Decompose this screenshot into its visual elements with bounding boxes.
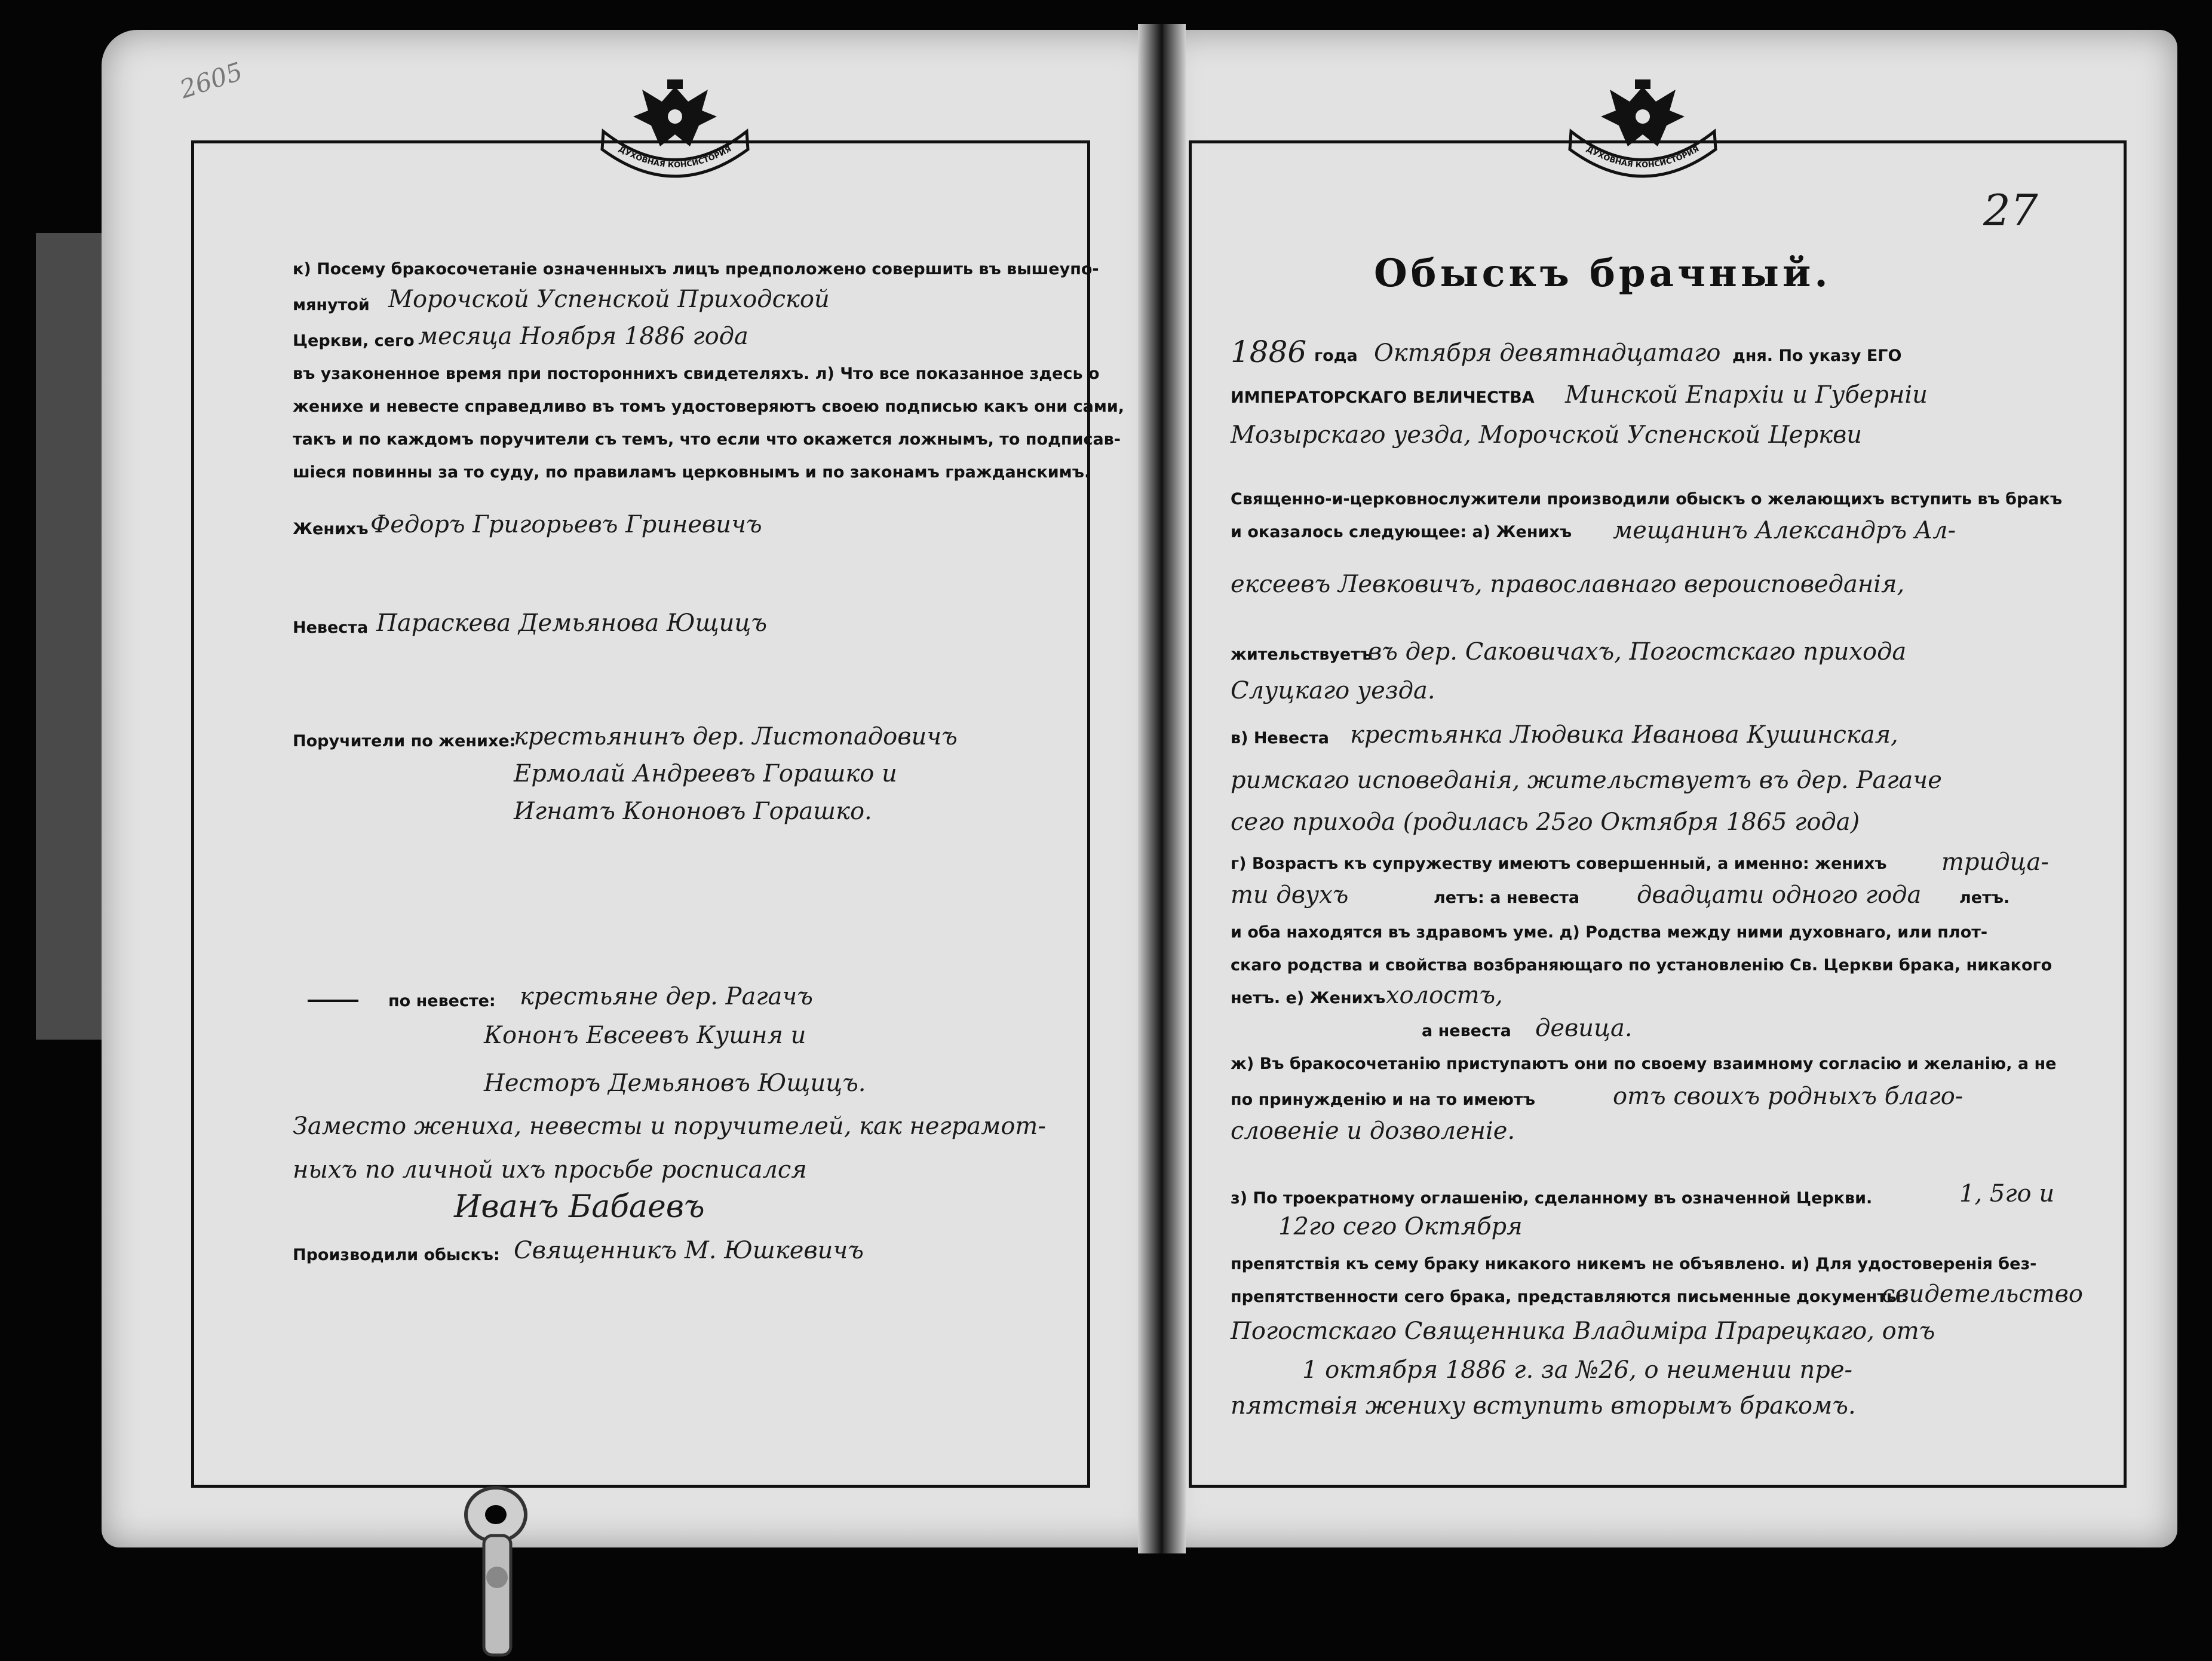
guarantor-line: такъ и по каждомъ поручители съ темъ, что если что окажется ложнымъ, то подписав- <box>293 430 1121 449</box>
years-bride-label: летъ: а невеста <box>1434 888 1580 907</box>
church-this: Церкви, сего <box>293 332 415 350</box>
illiterate-note-2: ныхъ по личной ихъ просьбе росписался <box>293 1156 807 1184</box>
diocese-name: Минской Епархiи и Губернiи <box>1565 381 1928 409</box>
groom-guarantors-label: Поручители по женихе: <box>293 732 516 750</box>
groom-signature: Федоръ Григорьевъ Гриневичъ <box>370 511 762 538</box>
years-word: летъ. <box>1959 888 2010 907</box>
bride-guarantors-label: по невесте: <box>388 992 496 1010</box>
law-line: шiеся повинны за то суду, по правиламъ церковнымъ и по законамъ гражданскимъ. <box>293 463 1091 482</box>
affinity-line: скаго родства и свойства возбраняющаго по установленiю Св. Церкви брака, никакого <box>1231 956 2053 974</box>
bride-guarantor-2: Кононъ Евсеевъ Кушня и <box>484 1022 806 1049</box>
ditto-dash <box>308 1000 358 1002</box>
document-4: пятствiя жениху вступить вторымъ бракомъ. <box>1231 1392 1856 1420</box>
illiterate-note-1: Заместо жениха, невесты и поручителей, как неграмот- <box>293 1113 1046 1140</box>
bride-info-2: сего прихода (родилась 25го Октября 1865 года) <box>1231 808 1860 836</box>
priest-signature: Священникъ М. Юшкевичъ <box>514 1237 864 1264</box>
page-title: Обыскъ брачный. <box>1374 251 1831 296</box>
year-word: года <box>1314 347 1358 365</box>
age-line: г) Возрастъ къ супружеству имеютъ совершенный, а именно: женихъ <box>1231 854 1887 873</box>
folio-number: 27 <box>1983 185 2038 235</box>
groom-guarantor-2: Ермолай Андреевъ Горашко и <box>514 760 897 787</box>
imperial-line: ИМПЕРАТОРСКАГО ВЕЛИЧЕСТВА <box>1231 388 1535 407</box>
bride-age: двадцати одного года <box>1637 881 1922 909</box>
church-name: Мозырскаго уезда, Морочской Успенской Церкви <box>1231 421 1862 449</box>
groom-age-1: тридца- <box>1941 848 2049 876</box>
record-date: Октября девятнадцатаго <box>1374 339 1721 367</box>
groom-age-2: ти двухъ <box>1231 881 1349 909</box>
impediment-line: препятствiя къ сему браку никакого никемъ не объявлено. и) Для удостоверенiя без- <box>1231 1255 2037 1273</box>
witnesses-line: въ узаконенное время при постороннихъ свидетеляхъ. л) Что все показанное здесь о <box>293 364 1100 383</box>
bride-label: в) Невеста <box>1231 729 1330 747</box>
groom-residence-2: Слуцкаго уезда. <box>1231 677 1435 704</box>
book-gutter <box>1138 24 1186 1553</box>
archive-number: 2605 <box>176 56 246 105</box>
marriage-plan-line: к) Посему бракосочетанiе означенныхъ лицъ предположено совершить въ вышеупо- <box>293 260 1099 278</box>
groom-status-label: нетъ. е) Женихъ <box>1231 989 1386 1007</box>
blessing-label: по принужденiю и на то имеютъ <box>1231 1090 1535 1109</box>
bride-guarantor-3: Несторъ Демьяновъ Ющицъ. <box>484 1069 866 1097</box>
clergy-line: Священно-и-церковнослужители производили обыскъ о желающихъ вступить въ бракъ <box>1231 490 2063 508</box>
svg-text:ДУХОВНАЯ КОНСИСТОРИЯ: ДУХОВНАЯ КОНСИСТОРИЯ <box>1584 145 1701 170</box>
church-label: мянутой <box>293 296 370 314</box>
documents-line: препятственности сего брака, представляются письменные документы: <box>1231 1288 1908 1306</box>
bride-name: крестьянка Людвика Иванова Кушинская, <box>1350 721 1898 749</box>
banns-line: з) По троекратному оглашенiю, сделанному въ означенной Церкви. <box>1231 1189 1873 1208</box>
bride-guarantor-1: крестьяне дер. Рагачъ <box>520 983 813 1010</box>
groom-label-line: и оказалось следующее: а) Женихъ <box>1231 523 1572 541</box>
left-eagle-emblem <box>591 75 759 188</box>
day-word: дня. По указу ЕГО <box>1732 347 1902 365</box>
document-1: свидетельство <box>1882 1280 2084 1308</box>
bride-info-1: римскаго исповеданiя, жительствуетъ въ дер. Рагаче <box>1231 767 1942 794</box>
kinship-line: и оба находятся въ здравомъ уме. д) Родства между ними духовнаго, или плот- <box>1231 923 1988 942</box>
searcher-label: Производили обыскъ: <box>293 1246 500 1264</box>
document-2: Погостскаго Священника Владимiра Прарецкаго, отъ <box>1231 1317 1935 1345</box>
bride-signature: Параскева Демьянова Ющицъ <box>376 609 767 637</box>
groom-guarantor-3: Игнатъ Кононовъ Горашко. <box>514 798 872 825</box>
record-year: 1886 <box>1231 335 1307 369</box>
left-dark-strip <box>36 233 108 1040</box>
bride-status-label: а невеста <box>1422 1022 1511 1040</box>
groom-name-2: ексеевъ Левковичъ, православнаго вероисповеданiя, <box>1231 571 1905 598</box>
groom-guarantor-1: крестьянинъ дер. Листопадовичъ <box>514 723 958 750</box>
banns-dates-1: 1, 5го и <box>1959 1180 2055 1208</box>
right-eagle-emblem <box>1559 75 1726 188</box>
proxy-signature: Иванъ Бабаевъ <box>454 1189 705 1225</box>
blessing-1: отъ своихъ родныхъ благо- <box>1613 1083 1964 1110</box>
groom-residence-1: въ дер. Саковичахъ, Погостскаго прихода <box>1368 638 1907 666</box>
groom-name-1: мещанинъ Александръ Ал- <box>1613 517 1956 544</box>
bride-signature-label: Невеста <box>293 618 369 637</box>
banns-dates-2: 12го сего Октября <box>1278 1213 1523 1240</box>
svg-text:ДУХОВНАЯ КОНСИСТОРИЯ: ДУХОВНАЯ КОНСИСТОРИЯ <box>616 145 734 170</box>
marriage-month: месяца Ноября 1886 года <box>418 323 748 350</box>
marriage-church: Морочской Успенской Приходской <box>388 286 830 313</box>
certify-line: женихе и невесте справедливо въ томъ удостоверяютъ своею подписью какъ они сами, <box>293 397 1125 416</box>
bride-status: девица. <box>1535 1015 1633 1042</box>
residence-label: жительствуетъ <box>1231 645 1373 664</box>
groom-status: холостъ, <box>1386 982 1503 1009</box>
blessing-2: словенiе и дозволенiе. <box>1231 1117 1515 1145</box>
consent-line: ж) Въ бракосочетанiю приступаютъ они по своему взаимному согласiю и желанiю, а не <box>1231 1055 2057 1073</box>
metal-key <box>430 1482 556 1661</box>
document-3: 1 октября 1886 г. за №26, о неимении пре- <box>1302 1356 1853 1384</box>
groom-signature-label: Женихъ <box>293 520 369 538</box>
